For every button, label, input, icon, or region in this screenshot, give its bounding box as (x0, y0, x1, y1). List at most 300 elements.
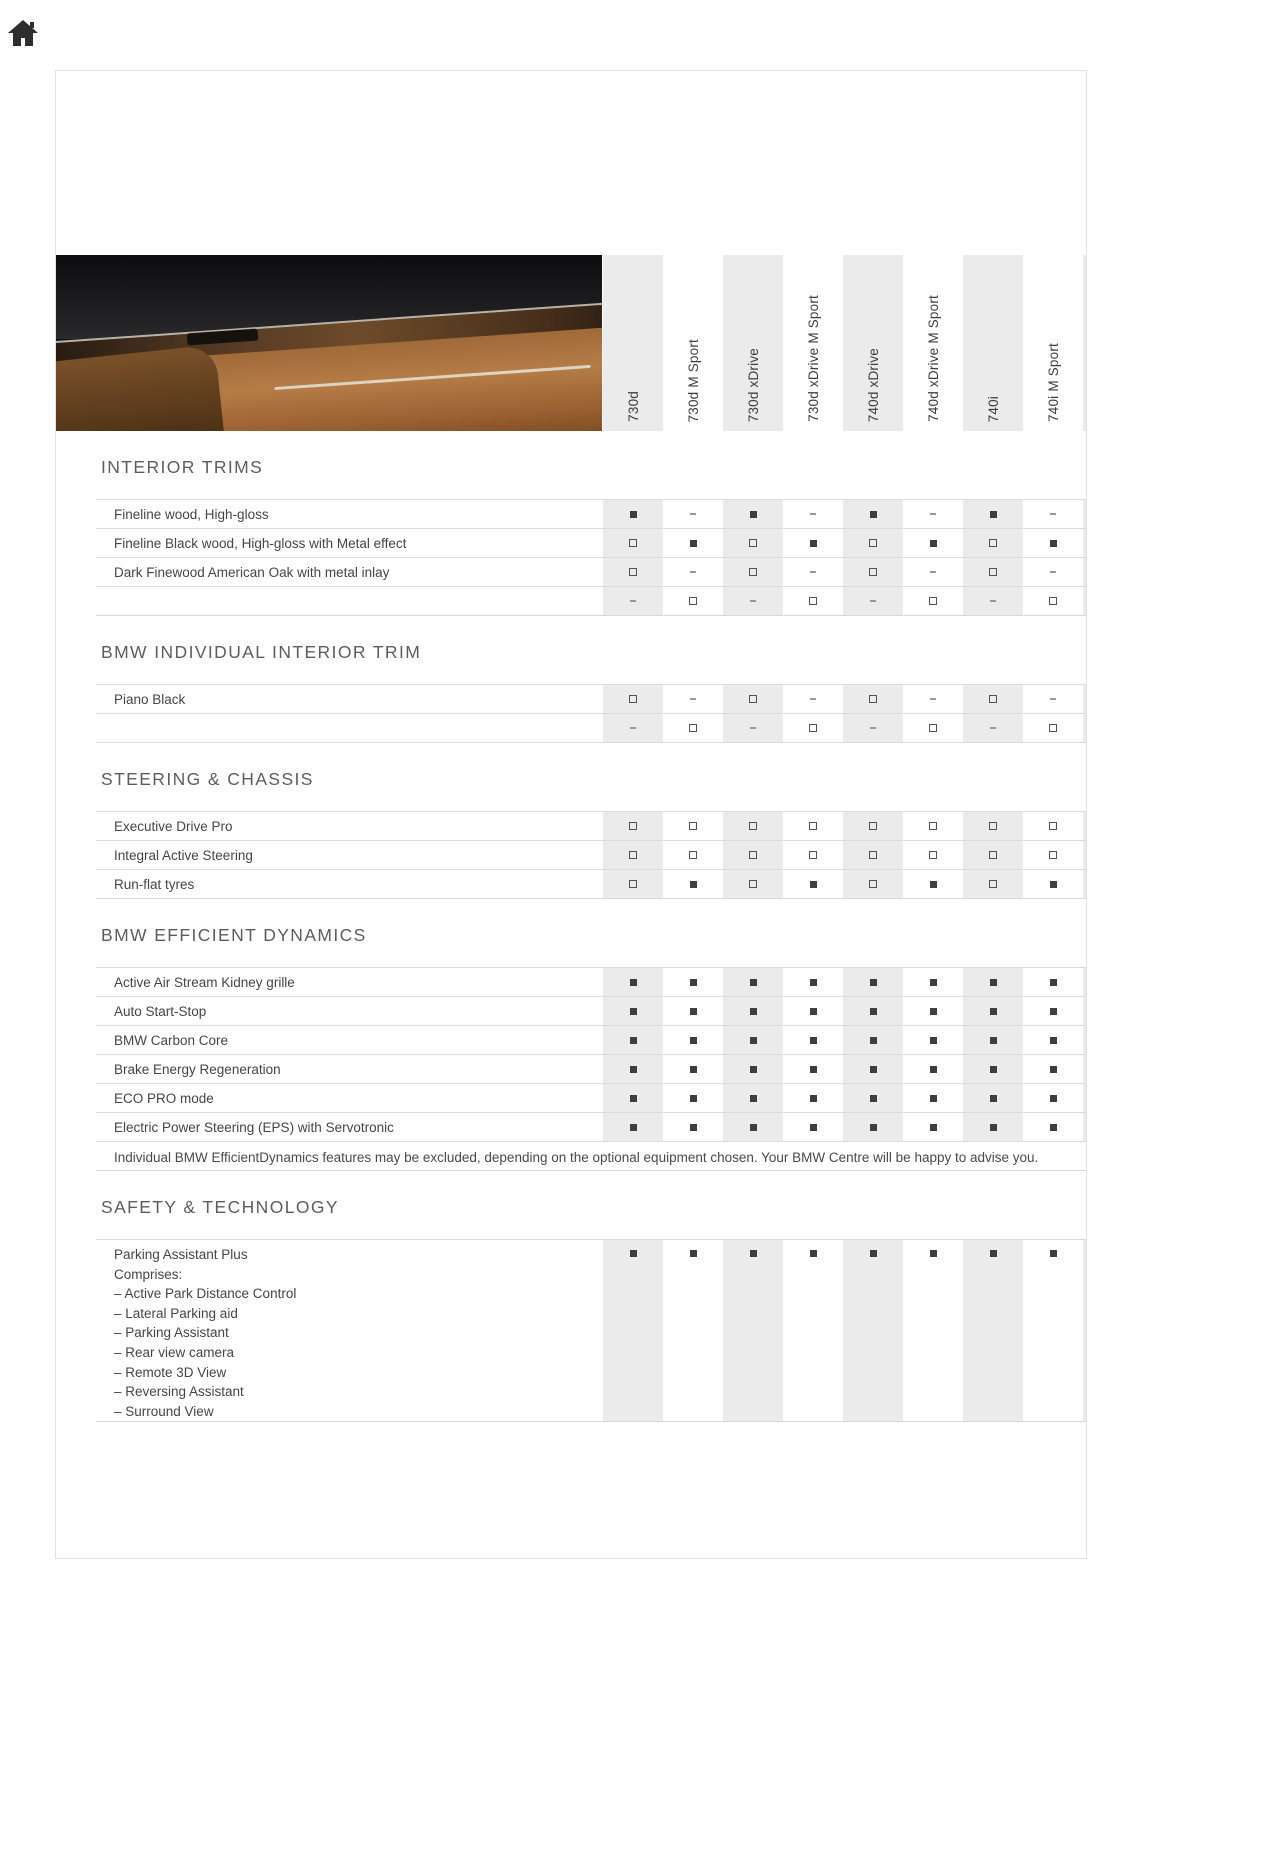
equipment-cell (603, 587, 663, 615)
model-column-headers (603, 255, 1087, 431)
equipment-cell (1083, 685, 1087, 713)
equipment-cell (903, 1084, 963, 1112)
equipment-cell (723, 1240, 783, 1421)
standard-equipment-mark (870, 1037, 877, 1044)
equipment-cell (723, 685, 783, 713)
equipment-cell (783, 968, 843, 996)
equipment-cell (663, 1026, 723, 1054)
standard-equipment-mark (930, 1008, 937, 1015)
row-cells (603, 968, 1087, 996)
table-row (96, 869, 1087, 898)
home-button[interactable] (6, 16, 42, 52)
equipment-cell (603, 558, 663, 586)
standard-equipment-mark (630, 1066, 637, 1073)
standard-equipment-mark (1050, 1250, 1057, 1257)
standard-equipment-mark (1050, 1124, 1057, 1131)
equipment-cell (603, 500, 663, 528)
equipment-cell (783, 870, 843, 898)
equipment-cell (963, 1240, 1023, 1421)
column-header-label: 740i (985, 395, 1001, 422)
column-header-label: 730d xDrive M Sport (805, 295, 821, 422)
row-label: Fineline wood, High-gloss (114, 507, 269, 522)
row-label: Active Air Stream Kidney grille (114, 975, 295, 990)
not-available-mark (690, 698, 696, 700)
equipment-cell (1023, 841, 1083, 869)
column-header-label: 740i M Sport (1045, 343, 1061, 422)
column-header-730d-xdrive-m-sport (783, 255, 843, 431)
optional-equipment-mark (929, 597, 937, 605)
not-available-mark (750, 727, 756, 729)
standard-equipment-mark (870, 511, 877, 518)
equipment-cell (1023, 1240, 1083, 1421)
not-available-mark (690, 571, 696, 573)
not-available-mark (750, 600, 756, 602)
equipment-cell (903, 1240, 963, 1421)
equipment-cell (603, 1026, 663, 1054)
equipment-cell (963, 997, 1023, 1025)
equipment-cell (963, 685, 1023, 713)
equipment-cell (783, 587, 843, 615)
standard-equipment-mark (930, 881, 937, 888)
equipment-cell (963, 968, 1023, 996)
equipment-cell (1023, 558, 1083, 586)
optional-equipment-mark (869, 880, 877, 888)
standard-equipment-mark (750, 1095, 757, 1102)
optional-equipment-mark (989, 539, 997, 547)
not-available-mark (870, 600, 876, 602)
standard-equipment-mark (690, 979, 697, 986)
table-row (96, 1083, 1087, 1112)
equipment-cell (843, 841, 903, 869)
section-title: BMW EFFICIENT DYNAMICS (101, 925, 367, 945)
table-row (96, 811, 1087, 840)
standard-equipment-mark (990, 511, 997, 518)
standard-equipment-mark (750, 1066, 757, 1073)
equipment-cell (1023, 714, 1083, 742)
equipment-cell (843, 997, 903, 1025)
equipment-cell (1023, 1113, 1083, 1141)
table-row (96, 1025, 1087, 1054)
standard-equipment-mark (1050, 540, 1057, 547)
row-cells (603, 997, 1087, 1025)
optional-equipment-mark (989, 822, 997, 830)
equipment-cell (783, 1026, 843, 1054)
column-header-740d-xdrive-m-sport (903, 255, 963, 431)
row-cells (603, 558, 1087, 586)
not-available-mark (690, 513, 696, 515)
standard-equipment-mark (930, 1124, 937, 1131)
standard-equipment-mark (810, 1008, 817, 1015)
optional-equipment-mark (1049, 822, 1057, 830)
equipment-cell (1023, 812, 1083, 840)
equipment-cell (1083, 1240, 1087, 1421)
equipment-cell (903, 1055, 963, 1083)
equipment-cell (963, 870, 1023, 898)
standard-equipment-mark (930, 979, 937, 986)
optional-equipment-mark (989, 695, 997, 703)
equipment-cell (603, 841, 663, 869)
standard-equipment-mark (630, 1250, 637, 1257)
equipment-cell (963, 558, 1023, 586)
standard-equipment-mark (810, 1095, 817, 1102)
optional-equipment-mark (989, 851, 997, 859)
table-row (96, 528, 1087, 557)
equipment-cell (723, 870, 783, 898)
not-available-mark (1050, 571, 1056, 573)
standard-equipment-mark (990, 1037, 997, 1044)
equipment-cell (783, 685, 843, 713)
equipment-cell (963, 714, 1023, 742)
optional-equipment-mark (929, 851, 937, 859)
equipment-cell (1083, 1055, 1087, 1083)
equipment-cell (783, 558, 843, 586)
row-cells (603, 812, 1087, 840)
optional-equipment-mark (689, 822, 697, 830)
standard-equipment-mark (810, 979, 817, 986)
optional-equipment-mark (869, 695, 877, 703)
standard-equipment-mark (750, 979, 757, 986)
standard-equipment-mark (690, 881, 697, 888)
equipment-cell (723, 558, 783, 586)
optional-equipment-mark (1049, 851, 1057, 859)
equipment-cell (663, 587, 723, 615)
equipment-cell (1083, 870, 1087, 898)
equipment-cell (1083, 1113, 1087, 1141)
equipment-cell (1083, 841, 1087, 869)
equipment-cell (603, 968, 663, 996)
row-label: Executive Drive Pro (114, 819, 233, 834)
optional-equipment-mark (809, 822, 817, 830)
row-label: Integral Active Steering (114, 848, 253, 863)
standard-equipment-mark (690, 1066, 697, 1073)
equipment-cell (1083, 1084, 1087, 1112)
equipment-cell (843, 1026, 903, 1054)
not-available-mark (810, 513, 816, 515)
standard-equipment-mark (990, 1095, 997, 1102)
equipment-cell (663, 1113, 723, 1141)
row-cells (603, 1084, 1087, 1112)
row-label: Fineline Black wood, High-gloss with Metal effect (114, 536, 407, 551)
optional-equipment-mark (629, 568, 637, 576)
equipment-cell (963, 1084, 1023, 1112)
equipment-cell (963, 1026, 1023, 1054)
standard-equipment-mark (630, 1095, 637, 1102)
equipment-cell (723, 812, 783, 840)
row-cells (603, 841, 1087, 869)
equipment-cell (783, 1055, 843, 1083)
standard-equipment-mark (750, 511, 757, 518)
section (56, 642, 1087, 743)
equipment-cell (963, 529, 1023, 557)
column-header-740i-m-sport (1023, 255, 1083, 431)
equipment-cell (663, 968, 723, 996)
row-cells (603, 500, 1087, 528)
row-label: BMW Carbon Core (114, 1033, 229, 1048)
standard-equipment-mark (870, 1250, 877, 1257)
equipment-table (96, 1239, 1087, 1422)
not-available-mark (630, 600, 636, 602)
standard-equipment-mark (630, 1008, 637, 1015)
equipment-cell (963, 1113, 1023, 1141)
row-cells (603, 1055, 1087, 1083)
standard-equipment-mark (1050, 1095, 1057, 1102)
table-row (96, 499, 1087, 528)
equipment-cell (963, 500, 1023, 528)
optional-equipment-mark (1049, 724, 1057, 732)
standard-equipment-mark (870, 1066, 877, 1073)
standard-equipment-mark (690, 1037, 697, 1044)
row-label: ECO PRO mode (114, 1091, 214, 1106)
equipment-cell (1083, 968, 1087, 996)
equipment-cell (783, 841, 843, 869)
section (56, 457, 1087, 616)
equipment-cell (843, 870, 903, 898)
not-available-mark (1050, 513, 1056, 515)
standard-equipment-mark (870, 979, 877, 986)
section-title: INTERIOR TRIMS (101, 457, 264, 477)
optional-equipment-mark (629, 822, 637, 830)
optional-equipment-mark (689, 724, 697, 732)
column-header-730d-m-sport (663, 255, 723, 431)
section (56, 769, 1087, 899)
standard-equipment-mark (690, 1250, 697, 1257)
equipment-cell (723, 997, 783, 1025)
column-header-730d (603, 255, 663, 431)
equipment-cell (843, 1240, 903, 1421)
standard-equipment-mark (1050, 881, 1057, 888)
equipment-cell (723, 1026, 783, 1054)
equipment-cell (903, 1113, 963, 1141)
equipment-cell (663, 685, 723, 713)
standard-equipment-mark (630, 511, 637, 518)
standard-equipment-mark (810, 1066, 817, 1073)
optional-equipment-mark (989, 880, 997, 888)
equipment-cell (843, 558, 903, 586)
equipment-cell (663, 997, 723, 1025)
equipment-cell (843, 500, 903, 528)
row-cells (603, 714, 1087, 742)
standard-equipment-mark (810, 540, 817, 547)
row-cells (603, 1026, 1087, 1054)
standard-equipment-mark (870, 1008, 877, 1015)
not-available-mark (810, 571, 816, 573)
standard-equipment-mark (810, 1124, 817, 1131)
equipment-cell (843, 685, 903, 713)
section (56, 925, 1087, 1171)
standard-equipment-mark (870, 1124, 877, 1131)
equipment-sections (56, 457, 1087, 1422)
equipment-cell (903, 812, 963, 840)
equipment-cell (663, 870, 723, 898)
not-available-mark (930, 513, 936, 515)
equipment-cell (1023, 500, 1083, 528)
standard-equipment-mark (690, 540, 697, 547)
equipment-table (96, 684, 1087, 743)
equipment-cell (783, 997, 843, 1025)
optional-equipment-mark (629, 880, 637, 888)
row-cells (603, 529, 1087, 557)
equipment-cell (603, 1084, 663, 1112)
equipment-cell (843, 812, 903, 840)
optional-equipment-mark (869, 851, 877, 859)
optional-equipment-mark (629, 695, 637, 703)
equipment-cell (663, 714, 723, 742)
standard-equipment-mark (810, 1250, 817, 1257)
equipment-cell (903, 841, 963, 869)
not-available-mark (630, 727, 636, 729)
optional-equipment-mark (629, 539, 637, 547)
equipment-cell (783, 1240, 843, 1421)
equipment-table (96, 499, 1087, 616)
optional-equipment-mark (929, 724, 937, 732)
optional-equipment-mark (809, 724, 817, 732)
standard-equipment-mark (630, 979, 637, 986)
equipment-cell (663, 812, 723, 840)
standard-equipment-mark (690, 1008, 697, 1015)
equipment-cell (1083, 997, 1087, 1025)
section-title: STEERING & CHASSIS (101, 769, 314, 789)
footnote-row (96, 1141, 1087, 1170)
standard-equipment-mark (630, 1037, 637, 1044)
equipment-cell (963, 1055, 1023, 1083)
standard-equipment-mark (930, 540, 937, 547)
equipment-cell (723, 1055, 783, 1083)
optional-equipment-mark (749, 539, 757, 547)
optional-equipment-mark (929, 822, 937, 830)
table-row (96, 713, 1087, 742)
optional-equipment-mark (689, 597, 697, 605)
table-row (96, 557, 1087, 586)
equipment-cell (603, 529, 663, 557)
equipment-cell (963, 841, 1023, 869)
equipment-cell (603, 714, 663, 742)
equipment-cell (723, 968, 783, 996)
optional-equipment-mark (629, 851, 637, 859)
equipment-cell (843, 529, 903, 557)
standard-equipment-mark (1050, 1008, 1057, 1015)
equipment-cell (1023, 1084, 1083, 1112)
not-available-mark (810, 698, 816, 700)
equipment-cell (723, 587, 783, 615)
equipment-cell (603, 1240, 663, 1421)
standard-equipment-mark (990, 979, 997, 986)
column-header-label: 730d M Sport (685, 338, 701, 422)
not-available-mark (990, 600, 996, 602)
equipment-cell (963, 587, 1023, 615)
row-label: Electric Power Steering (EPS) with Servotronic (114, 1120, 394, 1135)
table-header (56, 255, 1087, 431)
standard-equipment-mark (1050, 979, 1057, 986)
table-row (96, 684, 1087, 713)
equipment-cell (1083, 500, 1087, 528)
equipment-cell (1083, 1026, 1087, 1054)
column-header-label: 730d xDrive (745, 347, 761, 422)
equipment-cell (603, 1055, 663, 1083)
standard-equipment-mark (750, 1008, 757, 1015)
optional-equipment-mark (749, 568, 757, 576)
row-label: Dark Finewood American Oak with metal inlay (114, 565, 390, 580)
column-header-730d-xdrive (723, 255, 783, 431)
section-title: BMW INDIVIDUAL INTERIOR TRIM (101, 642, 422, 662)
not-available-mark (930, 571, 936, 573)
equipment-cell (1023, 870, 1083, 898)
equipment-cell (663, 500, 723, 528)
standard-equipment-mark (930, 1095, 937, 1102)
equipment-cell (843, 1084, 903, 1112)
equipment-cell (663, 1055, 723, 1083)
table-row (96, 996, 1087, 1025)
equipment-cell (1023, 997, 1083, 1025)
equipment-cell (663, 558, 723, 586)
equipment-cell (723, 1113, 783, 1141)
section (56, 1197, 1087, 1422)
equipment-cell (1083, 714, 1087, 742)
equipment-cell (903, 500, 963, 528)
row-label: Parking Assistant Plus Comprises: – Active Park Distance Control – Lateral Parking aid – Parking Assistant – Rear view camera – Remote 3D View – Reversing Assistant – Surround View (114, 1247, 297, 1419)
row-label: Piano Black (114, 692, 186, 707)
equipment-cell (903, 558, 963, 586)
equipment-table (96, 811, 1087, 899)
column-header-label: 730d (625, 391, 641, 422)
optional-equipment-mark (749, 880, 757, 888)
equipment-cell (603, 685, 663, 713)
optional-equipment-mark (869, 568, 877, 576)
optional-equipment-mark (749, 695, 757, 703)
optional-equipment-mark (809, 851, 817, 859)
column-header-740i (963, 255, 1023, 431)
equipment-table (96, 967, 1087, 1171)
standard-equipment-mark (930, 1037, 937, 1044)
equipment-cell (603, 997, 663, 1025)
standard-equipment-mark (1050, 1066, 1057, 1073)
interior-photo (56, 255, 602, 431)
optional-equipment-mark (809, 597, 817, 605)
equipment-cell (903, 870, 963, 898)
equipment-cell (903, 587, 963, 615)
standard-equipment-mark (1050, 1037, 1057, 1044)
equipment-cell (663, 841, 723, 869)
table-row (96, 586, 1087, 615)
standard-equipment-mark (990, 1066, 997, 1073)
equipment-cell (783, 714, 843, 742)
row-label: Auto Start-Stop (114, 1004, 207, 1019)
optional-equipment-mark (749, 851, 757, 859)
equipment-cell (723, 1084, 783, 1112)
equipment-cell (783, 529, 843, 557)
equipment-cell (1023, 685, 1083, 713)
standard-equipment-mark (990, 1008, 997, 1015)
optional-equipment-mark (869, 822, 877, 830)
equipment-cell (903, 685, 963, 713)
equipment-cell (1023, 968, 1083, 996)
equipment-cell (663, 529, 723, 557)
standard-equipment-mark (990, 1250, 997, 1257)
equipment-cell (723, 500, 783, 528)
equipment-cell (843, 1113, 903, 1141)
equipment-cell (783, 1084, 843, 1112)
equipment-cell (843, 714, 903, 742)
equipment-cell (1023, 1055, 1083, 1083)
standard-equipment-mark (930, 1066, 937, 1073)
standard-equipment-mark (990, 1124, 997, 1131)
standard-equipment-mark (810, 1037, 817, 1044)
equipment-cell (1023, 587, 1083, 615)
equipment-cell (663, 1240, 723, 1421)
not-available-mark (930, 698, 936, 700)
equipment-cell (723, 714, 783, 742)
table-row (96, 967, 1087, 996)
table-row (96, 1112, 1087, 1141)
